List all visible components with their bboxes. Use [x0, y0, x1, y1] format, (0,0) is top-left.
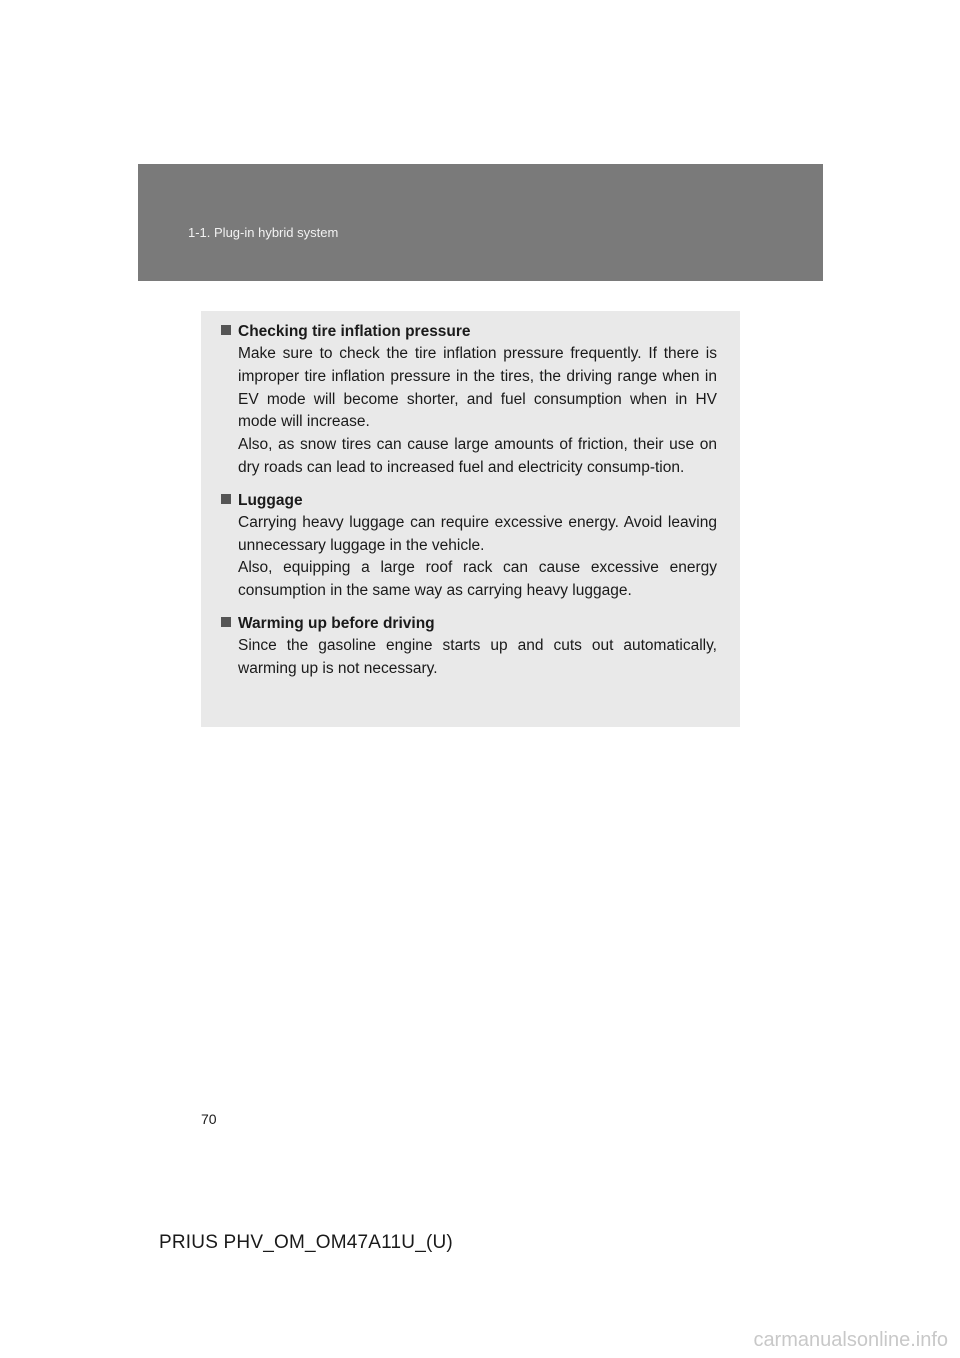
paragraph: Since the gasoline engine starts up and cuts out automatically, warming up is not necessary.: [238, 636, 717, 677]
paragraph: Also, as snow tires can cause large amounts of friction, their use on dry roads can lead to increased fuel and electricity consump-tion.: [238, 436, 717, 476]
paragraph: Make sure to check the tire inflation pressure frequently. If there is improper tire inflation pressure in the tires, the driving range when in EV mode will become shorter, and fuel consumption when in HV mode will increase.: [238, 345, 717, 431]
topic-body: [238, 343, 717, 480]
topic-body: [238, 635, 717, 681]
square-bullet-icon: [221, 325, 231, 335]
paragraph: Carrying heavy luggage can require excessive energy. Avoid leaving unnecessary luggage in the vehicle.: [238, 513, 717, 554]
section-label: 1-1. Plug-in hybrid system: [188, 225, 339, 240]
page-number: 70: [201, 1111, 217, 1127]
square-bullet-icon: [221, 617, 231, 627]
square-bullet-icon: [221, 494, 231, 504]
topic-heading: [221, 613, 717, 635]
info-box: [201, 311, 740, 727]
topic-body: [238, 512, 717, 603]
topic-heading-text: Checking tire inflation pressure: [238, 323, 471, 340]
section-header-band: [138, 164, 823, 281]
topic-tire-pressure: [221, 321, 717, 480]
topic-luggage: [221, 490, 717, 603]
topic-heading-text: Warming up before driving: [238, 614, 435, 632]
topic-heading-text: Luggage: [238, 491, 303, 509]
paragraph: Also, equipping a large roof rack can cause excessive energy consumption in the same way as carrying heavy luggage.: [238, 559, 717, 600]
watermark: carmanualsonline.info: [753, 1329, 948, 1351]
document-code: PRIUS PHV_OM_OM47A11U_(U): [159, 1232, 453, 1253]
topic-warming-up: [221, 613, 717, 681]
topic-heading: [221, 490, 717, 512]
topic-heading: [221, 321, 717, 343]
